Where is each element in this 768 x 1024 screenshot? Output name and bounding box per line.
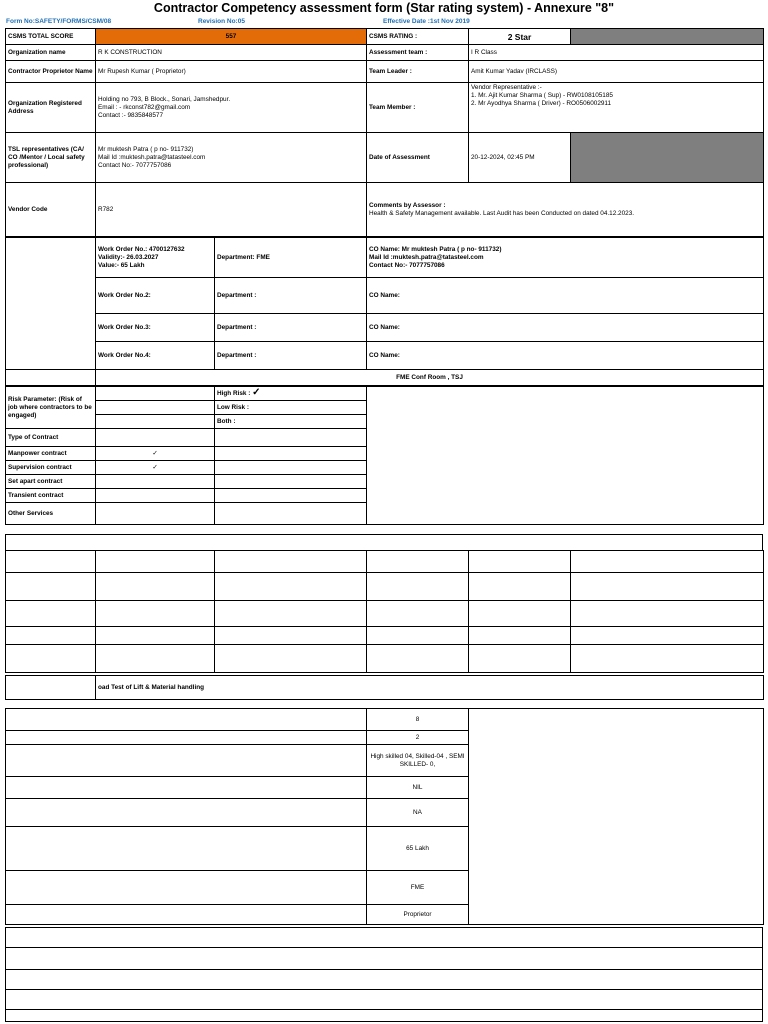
work-order-2: Work Order No.2: — [96, 278, 215, 314]
risk-blank-2 — [96, 401, 215, 415]
venue: FME Conf Room , TSJ — [96, 370, 764, 386]
work-order-1-co-name: CO Name: Mr muktesh Patra ( p no- 911732) — [369, 245, 502, 253]
info-table — [5, 28, 764, 237]
assessment-team-value: I R Class — [469, 45, 764, 61]
bottom-row — [6, 948, 763, 970]
bottom-rows — [5, 927, 763, 1022]
job-description-left — [6, 676, 96, 700]
risk-parameter-label: Risk Parameter: (Risk of job where contractors to be engaged) — [6, 387, 96, 429]
detail-value-6: 65 Lakh — [367, 827, 469, 871]
transient-tick — [96, 489, 215, 503]
date-shaded-cell — [571, 133, 764, 183]
detail-value-5: NA — [367, 799, 469, 827]
comments-label: Comments by Assessor : — [369, 201, 446, 209]
high-risk-label: High Risk : — [217, 390, 251, 397]
work-order-1-co-contact: Contact No:- 7077757086 — [369, 261, 445, 269]
work-order-1-validity: Validity:- 26.03.2027 — [98, 253, 159, 261]
manpower-blank — [215, 447, 367, 461]
form-number: Form No:SAFETY/FORMS/CSM/08 — [6, 18, 112, 25]
detail-label-2 — [6, 731, 367, 745]
bottom-row — [6, 1010, 763, 1022]
address-label: Organization Registered Address — [6, 83, 96, 133]
address-contact: Contact :- 9835848577 — [98, 111, 164, 119]
detail-value-2: 2 — [367, 731, 469, 745]
rating-shaded-cell — [571, 29, 764, 45]
tsl-contact: Contact No:- 7077757086 — [98, 161, 172, 169]
form-title: Contractor Competency assessment form (Star rating system) - Annexure "8" — [153, 1, 615, 15]
effective-date: Effective Date :1st Nov 2019 — [383, 18, 470, 25]
team-leader-label: Team Leader : — [367, 61, 469, 83]
team-leader-value: Amit Kumar Yadav (IRCLASS) — [469, 61, 764, 83]
supervision-contract-label: Supervision contract — [6, 461, 96, 475]
csms-rating-label: CSMS RATING : — [367, 29, 469, 45]
csms-total-score-value: 557 — [96, 29, 367, 45]
risk-contract-table — [5, 386, 764, 525]
address-value — [96, 83, 367, 133]
vendor-code-value: R782 — [96, 183, 367, 237]
team-member-line-2: 1. Mr. Ajit Kumar Sharma ( Sup) - RW0108105185 — [471, 92, 613, 99]
proprietor-value: Mr Rupesh Kumar ( Proprietor) — [96, 61, 367, 83]
job-description-table — [5, 675, 764, 700]
job-description: oad Test of Lift & Material handling — [96, 676, 764, 700]
work-order-4: Work Order No.4: — [96, 342, 215, 370]
detail-value-1: 8 — [367, 709, 469, 731]
contract-type-label: Type of Contract — [6, 429, 96, 447]
detail-label-1 — [6, 709, 367, 731]
venue-left-cell — [6, 370, 96, 386]
tsl-name: Mr muktesh Patra ( p no- 911732) — [98, 145, 194, 153]
high-risk-cell — [215, 387, 367, 401]
details-right-blank — [469, 709, 764, 925]
work-order-4-co: CO Name: — [367, 342, 764, 370]
risk-blank-1 — [96, 387, 215, 401]
org-name-value: R K CONSTRUCTION — [96, 45, 367, 61]
other-services-blank — [215, 503, 367, 525]
address-email: Email : - rkconst782@gmail.com — [98, 103, 191, 111]
contract-type-blank — [215, 429, 367, 447]
detail-label-5 — [6, 799, 367, 827]
csms-total-score-label: CSMS TOTAL SCORE — [6, 29, 96, 45]
work-order-2-co: CO Name: — [367, 278, 764, 314]
tsl-mail: Mail Id :muktesh.patra@tatasteel.com — [98, 153, 206, 161]
supervision-blank — [215, 461, 367, 475]
details-table — [5, 708, 764, 925]
work-order-left-cell — [6, 238, 96, 370]
transient-contract-label: Transient contract — [6, 489, 96, 503]
work-order-3-co: CO Name: — [367, 314, 764, 342]
comments-cell — [367, 183, 764, 237]
supervision-contract-check-icon: ✓ — [96, 461, 215, 475]
blank-band — [5, 534, 763, 551]
team-member-value — [469, 83, 764, 133]
bottom-row — [6, 990, 763, 1010]
contract-type-tick — [96, 429, 215, 447]
team-member-label: Team Member : — [367, 83, 469, 133]
empty-grid — [5, 550, 764, 673]
work-order-1-co-mail: Mail Id :muktesh.patra@tatasteel.com — [369, 253, 484, 261]
detail-value-8: Proprietor — [367, 905, 469, 925]
work-order-3: Work Order No.3: — [96, 314, 215, 342]
bottom-row — [6, 970, 763, 990]
blank-band-cell — [6, 535, 763, 551]
vendor-code-label: Vendor Code — [6, 183, 96, 237]
other-services-tick — [96, 503, 215, 525]
work-order-1 — [96, 238, 215, 278]
manpower-contract-check-icon: ✓ — [96, 447, 215, 461]
transient-blank — [215, 489, 367, 503]
csms-rating-value: 2 Star — [469, 29, 571, 45]
set-apart-contract-label: Set apart contract — [6, 475, 96, 489]
detail-label-6 — [6, 827, 367, 871]
date-value: 20-12-2024, 02:45 PM — [469, 133, 571, 183]
revision-number: Revision No:05 — [198, 18, 245, 25]
detail-value-4: NIL — [367, 777, 469, 799]
date-label: Date of Assessment — [367, 133, 469, 183]
detail-value-3: High skilled 04, Skilled-04 , SEMI SKILLED- 0, — [367, 745, 469, 777]
work-order-3-dept: Department : — [215, 314, 367, 342]
high-risk-check-icon: ✓ — [252, 387, 261, 398]
work-order-2-dept: Department : — [215, 278, 367, 314]
team-member-line-1: Vendor Representative :- — [471, 84, 542, 91]
work-order-table — [5, 237, 764, 386]
address-line-1: Holding no 793, B Block., Sonari, Jamshedpur. — [98, 95, 231, 103]
other-services-label: Other Services — [6, 503, 96, 525]
bottom-row — [6, 928, 763, 948]
org-name-label: Organization name — [6, 45, 96, 61]
tsl-label: TSL representatives (CA/ CO /Mentor / Local safety professional) — [6, 133, 96, 183]
work-order-1-dept: Department: FME — [215, 238, 367, 278]
work-order-1-number: Work Order No.: 4700127632 — [98, 245, 185, 253]
set-apart-tick — [96, 475, 215, 489]
both-risk-label: Both : — [215, 415, 367, 429]
work-order-1-co — [367, 238, 764, 278]
assessment-team-label: Assessment team : — [367, 45, 469, 61]
detail-label-8 — [6, 905, 367, 925]
detail-label-3 — [6, 745, 367, 777]
comments-value: Health & Safety Management available. Last Audit has been Conducted on dated 04.12.2023. — [369, 209, 635, 217]
set-apart-blank — [215, 475, 367, 489]
detail-label-4 — [6, 777, 367, 799]
detail-value-7: FME — [367, 871, 469, 905]
proprietor-label: Contractor Proprietor Name — [6, 61, 96, 83]
risk-right-blank — [367, 387, 764, 525]
detail-label-7 — [6, 871, 367, 905]
team-member-line-3: 2. Mr Ayodhya Sharma ( Driver) - RO0506002911 — [471, 100, 612, 107]
work-order-1-value: Value:- 65 Lakh — [98, 261, 145, 269]
low-risk-label: Low Risk : — [215, 401, 367, 415]
work-order-4-dept: Department : — [215, 342, 367, 370]
tsl-value — [96, 133, 367, 183]
risk-blank-3 — [96, 415, 215, 429]
manpower-contract-label: Manpower contract — [6, 447, 96, 461]
